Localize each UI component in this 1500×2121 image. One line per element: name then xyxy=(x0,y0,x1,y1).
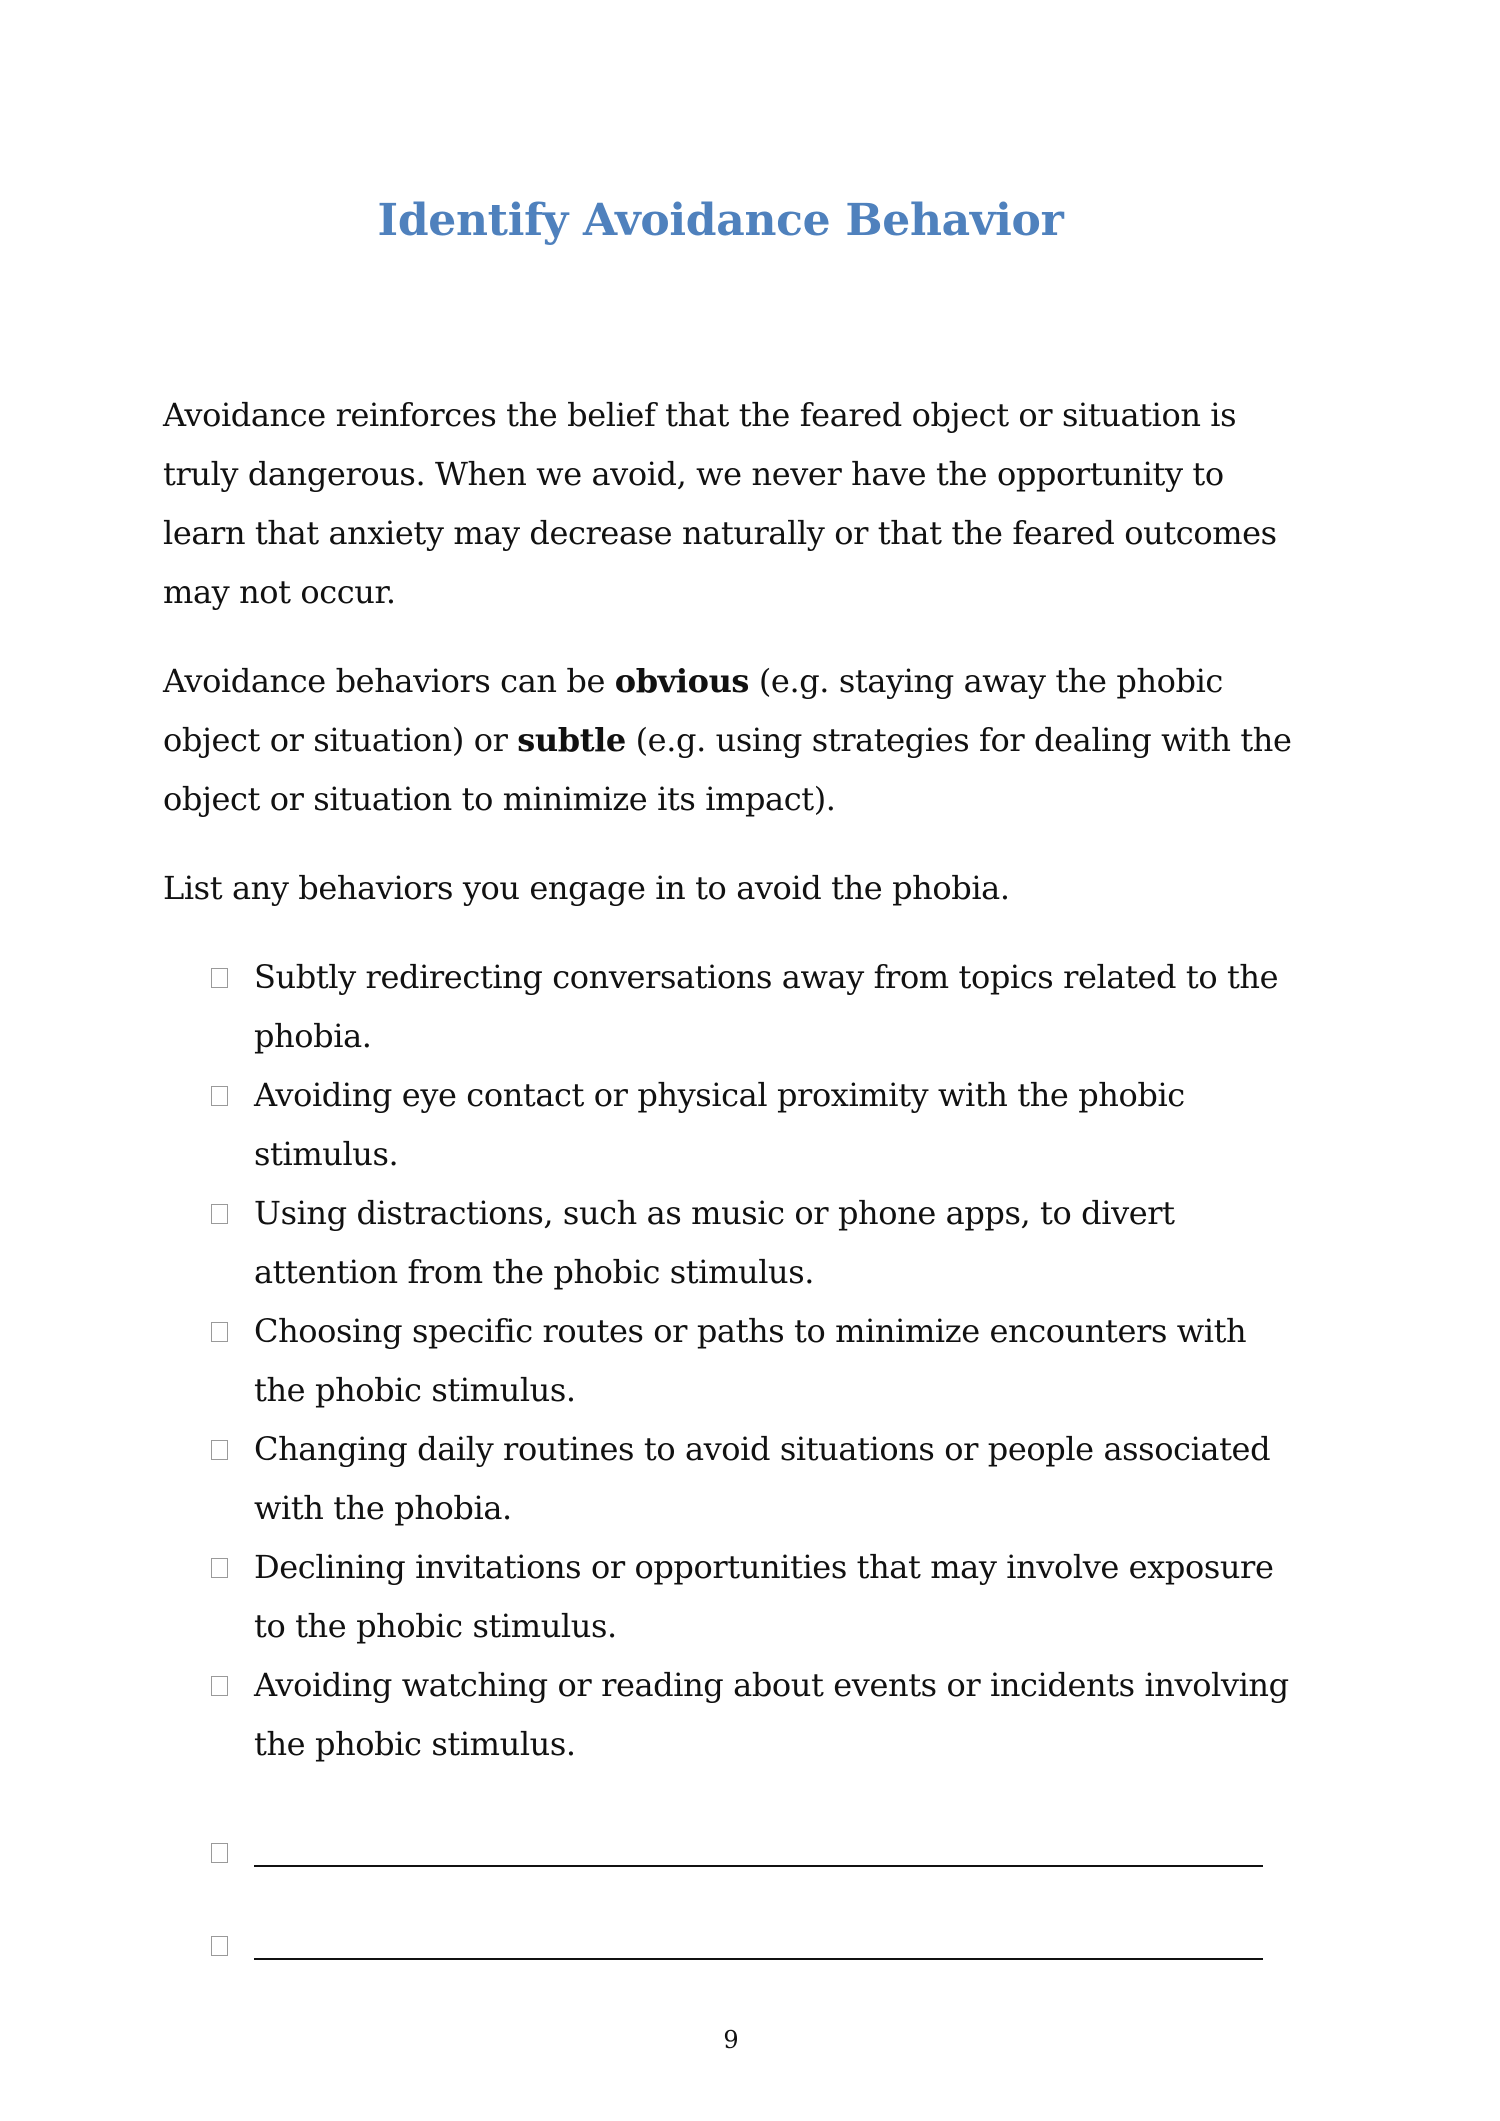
page-body xyxy=(163,386,1293,1774)
empty-checkbox-icon[interactable] xyxy=(211,1086,228,1106)
empty-checkbox-icon[interactable] xyxy=(211,1843,228,1863)
checklist-item xyxy=(163,1656,1293,1774)
empty-checkbox-icon[interactable] xyxy=(211,1676,228,1696)
blank-checklist-entry xyxy=(163,1835,1293,1875)
empty-checkbox-icon[interactable] xyxy=(211,1440,228,1460)
checklist-item xyxy=(163,1184,1293,1302)
empty-checkbox-icon[interactable] xyxy=(211,1204,228,1224)
checklist-item-text: Subtly redirecting conversations away from topics related to the phobia. xyxy=(254,958,1279,1055)
avoidance-types-paragraph xyxy=(163,652,1293,829)
obvious-term: obvious xyxy=(614,662,750,700)
empty-checkbox-icon[interactable] xyxy=(211,1322,228,1342)
empty-checkbox-icon[interactable] xyxy=(211,968,228,988)
checklist-item-text: Avoiding watching or reading about events or incidents involving the phobic stimulus. xyxy=(254,1666,1289,1763)
write-in-line[interactable] xyxy=(254,1958,1263,1960)
paragraph-text: Avoidance behaviors can be xyxy=(163,662,615,700)
page-number: 9 xyxy=(723,2026,739,2054)
empty-checkbox-icon[interactable] xyxy=(211,1558,228,1578)
checklist-item-text: Avoiding eye contact or physical proximity with the phobic stimulus. xyxy=(254,1076,1185,1173)
instruction-paragraph: List any behaviors you engage in to avoid the phobia. xyxy=(163,869,1010,907)
intro-paragraph: Avoidance reinforces the belief that the feared object or situation is truly dangerous. When we avoid, we never have the opportunity to learn that anxiety may decrease naturally or that the feared outcomes may not occur. xyxy=(163,396,1277,611)
checklist-item xyxy=(163,1302,1293,1420)
paragraph-text: (e.g. staying away the phobic object or situation) or xyxy=(163,662,1223,759)
checklist-item-text: Changing daily routines to avoid situations or people associated with the phobia. xyxy=(254,1430,1271,1527)
checklist-item xyxy=(163,1066,1293,1184)
checklist-item xyxy=(163,1420,1293,1538)
empty-checkbox-icon[interactable] xyxy=(211,1936,228,1956)
subtle-term: subtle xyxy=(517,721,626,759)
write-in-line[interactable] xyxy=(254,1865,1263,1867)
checklist-item-text: Using distractions, such as music or phone apps, to divert attention from the phobic stimulus. xyxy=(254,1194,1175,1291)
checklist-item-text: Choosing specific routes or paths to minimize encounters with the phobic stimulus. xyxy=(254,1312,1247,1409)
blank-checklist-entry xyxy=(163,1928,1293,1968)
checklist-item xyxy=(163,948,1293,1066)
checklist-item-text: Declining invitations or opportunities that may involve exposure to the phobic stimulus. xyxy=(254,1548,1274,1645)
checklist-item xyxy=(163,1538,1293,1656)
paragraph-text: (e.g. using strategies for dealing with the object or situation to minimize its impact). xyxy=(163,721,1292,818)
avoidance-checklist xyxy=(163,948,1293,1774)
page-title: Identify Avoidance Behavior xyxy=(377,195,1064,246)
